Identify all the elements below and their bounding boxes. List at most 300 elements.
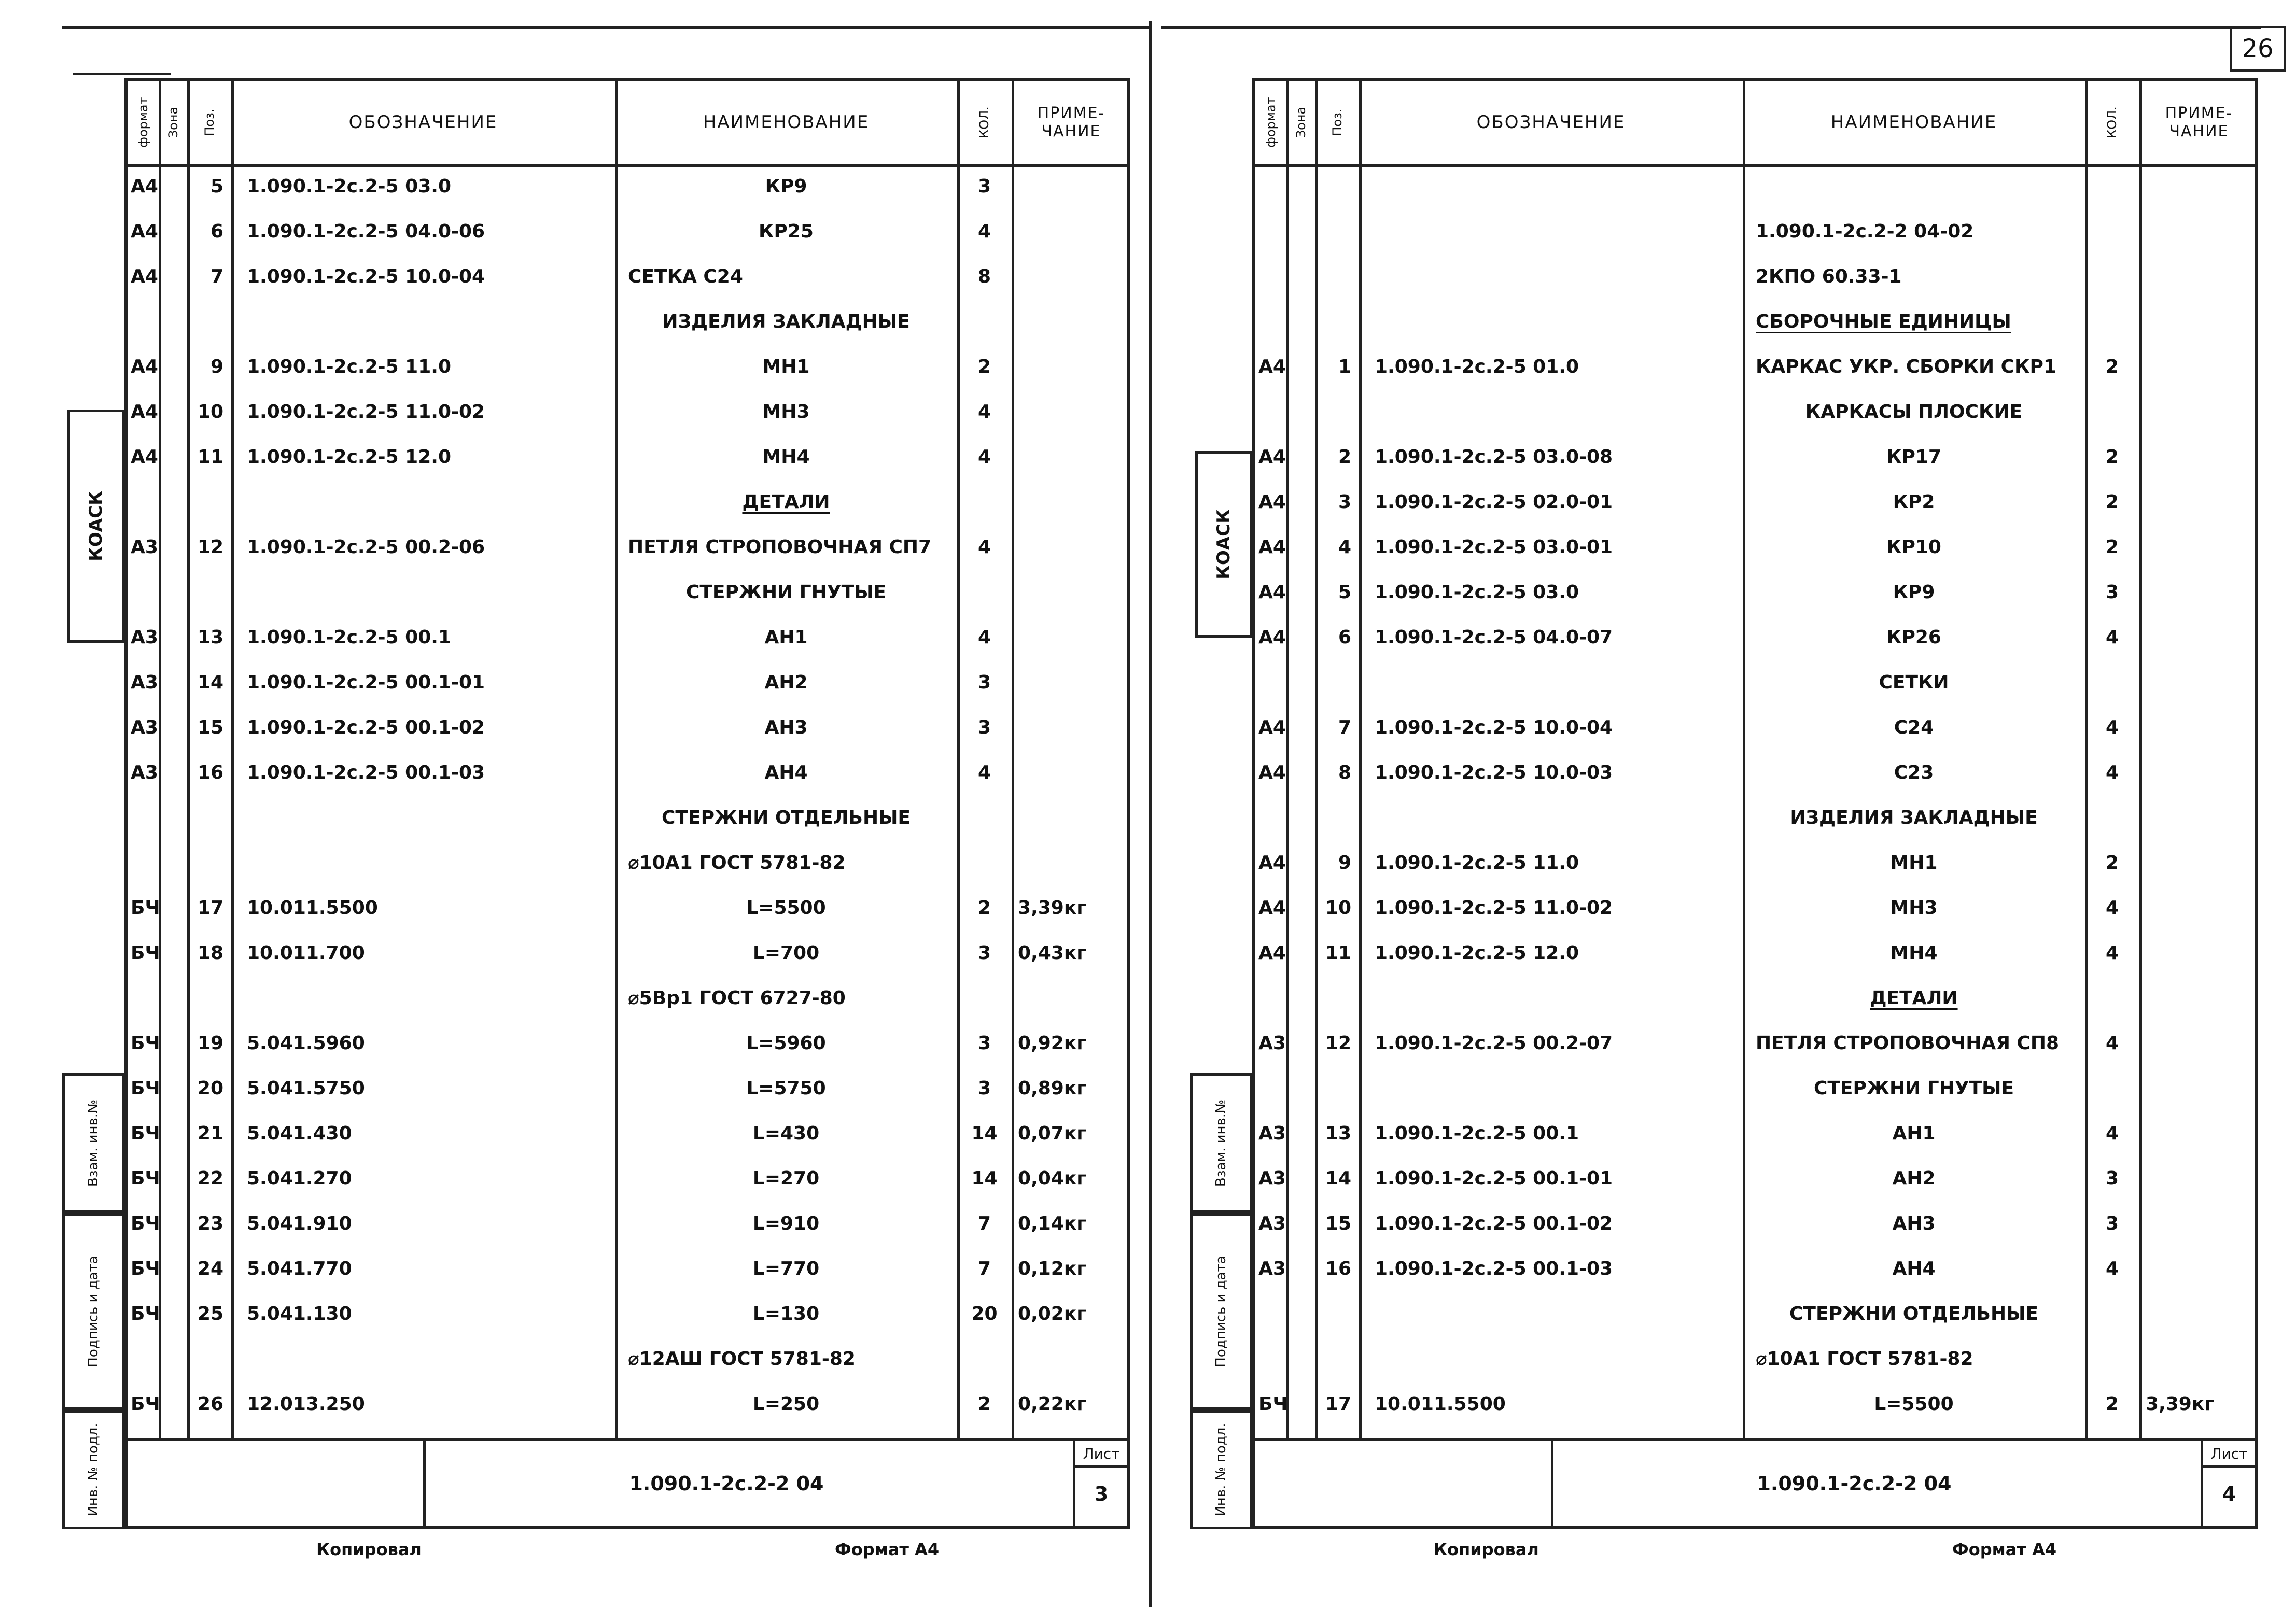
cell-qty	[2085, 299, 2139, 344]
cell-note	[2139, 1336, 2260, 1381]
cell-pos: 26	[197, 1393, 223, 1415]
cell-name: КАРКАС УКР. СБОРКИ СКР1	[1756, 356, 2056, 377]
table-row	[128, 570, 1127, 615]
cell-format: А4	[131, 221, 158, 242]
cell-note	[2139, 344, 2260, 389]
header-pos: Поз.	[1330, 108, 1345, 136]
cell-name: СЕТКИ	[1879, 672, 1949, 693]
table-row	[1255, 570, 2255, 615]
cell-pos: 9	[1338, 852, 1351, 873]
cell-qty	[2085, 795, 2139, 840]
top-border-left	[62, 26, 1151, 29]
cell-name: L=5960	[746, 1033, 826, 1054]
cell-designation: 1.090.1-2с.2-5 04.0-06	[247, 221, 485, 242]
cell-pos: 22	[197, 1168, 223, 1189]
cell-pos: 10	[1325, 897, 1351, 919]
cell-qty: 3	[2105, 1168, 2119, 1189]
title-block-right	[1252, 1441, 2258, 1529]
table-row	[1255, 795, 2255, 840]
cell-note	[2139, 1066, 2260, 1111]
cell-note	[1012, 976, 1132, 1021]
cell-format: А3	[131, 717, 158, 738]
cell-name: АН1	[1892, 1123, 1936, 1144]
vzam-box	[1190, 1073, 1252, 1213]
cell-note	[1012, 344, 1132, 389]
cell-qty	[957, 570, 1012, 615]
cell-name: С23	[1894, 762, 1934, 783]
vzam-label: Взам. инв.№	[1213, 1099, 1229, 1187]
cell-pos	[1320, 164, 1351, 209]
cell-pos	[1320, 976, 1351, 1021]
cell-pos: 12	[1325, 1033, 1351, 1054]
cell-qty: 7	[977, 1258, 991, 1279]
cell-note	[2139, 1111, 2260, 1156]
cell-pos: 7	[210, 266, 223, 287]
table-row	[128, 299, 1127, 344]
cell-note: 0,07кг	[1018, 1123, 1087, 1144]
header-pos: Поз.	[202, 108, 217, 136]
header-zone: Зона	[1294, 106, 1308, 138]
cell-name: L=250	[752, 1393, 820, 1415]
cell-pos	[192, 479, 223, 525]
cell-designation: 1.090.1-2с.2-5 00.1-01	[1375, 1168, 1613, 1189]
cell-designation: 10.011.5500	[1375, 1393, 1506, 1415]
cell-note	[2139, 1246, 2260, 1291]
cell-designation: 1.090.1-2с.2-5 00.1	[1375, 1123, 1579, 1144]
cell-qty	[2085, 164, 2139, 209]
cell-format: БЧ	[131, 1078, 160, 1099]
cell-qty	[957, 840, 1012, 885]
cell-name: ИЗДЕЛИЯ ЗАКЛАДНЫЕ	[662, 311, 910, 332]
table-row	[128, 1156, 1127, 1201]
inv-box	[1190, 1410, 1252, 1529]
cell-note: 0,43кг	[1018, 942, 1087, 964]
cell-note: 0,89кг	[1018, 1078, 1087, 1099]
cell-format: А4	[131, 266, 158, 287]
cell-note	[2139, 254, 2260, 299]
cell-name: L=5500	[1874, 1393, 1954, 1415]
cell-pos	[192, 570, 223, 615]
table-row	[128, 479, 1127, 525]
cell-designation	[1359, 1336, 1743, 1381]
cell-name: ИЗДЕЛИЯ ЗАКЛАДНЫЕ	[1790, 807, 2038, 828]
cell-pos: 16	[1325, 1258, 1351, 1279]
cell-format: А4	[1258, 582, 1286, 603]
cell-pos: 11	[197, 446, 223, 468]
cell-qty	[2085, 1336, 2139, 1381]
table-row	[128, 1336, 1127, 1381]
cell-pos: 17	[1325, 1393, 1351, 1415]
cell-name: КР2	[1893, 491, 1935, 513]
table-row	[128, 525, 1127, 570]
cell-pos: 1	[1338, 356, 1351, 377]
header-note: ПРИМЕ- ЧАНИЕ	[1037, 104, 1105, 140]
cell-pos: 24	[197, 1258, 223, 1279]
format-label: Формат А4	[835, 1540, 940, 1559]
cell-note	[2139, 209, 2260, 254]
cell-designation: 1.090.1-2с.2-5 03.0-08	[1375, 446, 1613, 468]
sheet-number: 4	[2222, 1483, 2236, 1505]
table-row	[128, 795, 1127, 840]
cell-pos: 6	[1338, 627, 1351, 648]
table-row	[1255, 705, 2255, 750]
table-row	[128, 885, 1127, 930]
cell-name: ⌀12АШ ГОСТ 5781-82	[628, 1348, 856, 1370]
cell-designation: 1.090.1-2с.2-5 03.0	[247, 176, 451, 197]
cell-note	[1012, 434, 1132, 479]
cell-designation: 1.090.1-2с.2-5 10.0-03	[1375, 762, 1613, 783]
cell-qty: 2	[977, 897, 991, 919]
title-block-left	[124, 1441, 1130, 1529]
cell-pos	[1320, 389, 1351, 434]
table-row	[1255, 660, 2255, 705]
cell-format: БЧ	[131, 942, 160, 964]
cell-pos: 4	[1338, 537, 1351, 558]
table-row	[128, 840, 1127, 885]
cell-qty: 4	[2105, 1123, 2119, 1144]
cell-qty	[2085, 1291, 2139, 1336]
cell-designation: 10.011.5500	[247, 897, 378, 919]
cell-name: СТЕРЖНИ ОТДЕЛЬНЫЕ	[662, 807, 911, 828]
sheet-label: Лист	[1075, 1445, 1127, 1468]
cell-qty: 3	[2105, 1213, 2119, 1234]
vzam-box	[62, 1073, 124, 1213]
cell-format: А4	[1258, 942, 1286, 964]
cell-designation: 1.090.1-2с.2-5 02.0-01	[1375, 491, 1613, 513]
cell-designation: 1.090.1-2с.2-5 00.1	[247, 627, 451, 648]
cell-note	[2139, 1201, 2260, 1246]
header-designation: ОБОЗНАЧЕНИЕ	[1476, 112, 1626, 133]
cell-designation: 5.041.910	[247, 1213, 352, 1234]
cell-qty	[957, 479, 1012, 525]
cell-designation: 5.041.270	[247, 1168, 352, 1189]
cell-pos: 3	[1338, 491, 1351, 513]
table-row	[1255, 976, 2255, 1021]
cell-qty	[2085, 209, 2139, 254]
cell-note	[1012, 479, 1132, 525]
podpis-label: Подпись и дата	[1213, 1256, 1229, 1367]
cell-note: 0,14кг	[1018, 1213, 1087, 1234]
table-row	[128, 1021, 1127, 1066]
cell-format: А4	[1258, 897, 1286, 919]
cell-format: А4	[1258, 356, 1286, 377]
cell-designation: 1.090.1-2с.2-5 00.2-06	[247, 537, 485, 558]
cell-note	[2139, 479, 2260, 525]
copied-label: Копировал	[1434, 1540, 1539, 1559]
cell-designation: 5.041.770	[247, 1258, 352, 1279]
cell-designation: 1.090.1-2с.2-5 10.0-04	[1375, 717, 1613, 738]
cell-format: А4	[1258, 852, 1286, 873]
cell-format: А3	[1258, 1168, 1286, 1189]
cell-format: А3	[1258, 1123, 1286, 1144]
top-dash	[73, 73, 171, 75]
cell-pos: 19	[197, 1033, 223, 1054]
cell-note	[1012, 1336, 1132, 1381]
cell-format: БЧ	[131, 1168, 160, 1189]
cell-name: L=270	[752, 1168, 820, 1189]
cell-qty: 4	[2105, 1258, 2119, 1279]
cell-note	[2139, 1021, 2260, 1066]
cell-designation	[1359, 976, 1743, 1021]
cell-designation	[1359, 1066, 1743, 1111]
cell-designation	[231, 479, 615, 525]
cell-qty: 8	[977, 266, 991, 287]
cell-note	[2139, 615, 2260, 660]
cell-qty: 4	[2105, 942, 2119, 964]
table-row	[1255, 615, 2255, 660]
cell-designation	[231, 570, 615, 615]
title-code: 1.090.1-2с.2-2 04	[1551, 1441, 2155, 1526]
cell-note	[2139, 570, 2260, 615]
cell-format: А3	[131, 762, 158, 783]
cell-qty: 3	[977, 1078, 991, 1099]
cell-pos: 14	[1325, 1168, 1351, 1189]
table-row	[1255, 434, 2255, 479]
cell-name: МН3	[1890, 897, 1938, 919]
table-row	[1255, 840, 2255, 885]
header-name: НАИМЕНОВАНИЕ	[703, 112, 870, 133]
cell-pos	[192, 1336, 223, 1381]
cell-note	[1012, 254, 1132, 299]
cell-designation: 1.090.1-2с.2-5 04.0-07	[1375, 627, 1613, 648]
table-row	[128, 1111, 1127, 1156]
cell-qty: 14	[971, 1123, 998, 1144]
cell-format: А4	[131, 356, 158, 377]
cell-pos: 5	[210, 176, 223, 197]
cell-format: А3	[131, 672, 158, 693]
koask-box	[67, 410, 124, 643]
cell-name: КАРКАСЫ ПЛОСКИЕ	[1805, 401, 2023, 422]
vzam-label: Взам. инв.№	[86, 1099, 101, 1187]
table-row	[1255, 389, 2255, 434]
cell-name: МН1	[762, 356, 810, 377]
table-row	[128, 434, 1127, 479]
cell-qty: 4	[977, 401, 991, 422]
cell-name: АН3	[764, 717, 808, 738]
cell-designation: 1.090.1-2с.2-5 00.1-03	[247, 762, 485, 783]
table-row	[128, 976, 1127, 1021]
cell-note	[2139, 705, 2260, 750]
cell-name: ⌀10А1 ГОСТ 5781-82	[1756, 1348, 1973, 1370]
table-row	[128, 1201, 1127, 1246]
table-row	[128, 254, 1127, 299]
cell-designation	[1359, 389, 1743, 434]
cell-format: А4	[1258, 537, 1286, 558]
cell-note	[2139, 525, 2260, 570]
cell-format: А3	[1258, 1213, 1286, 1234]
sheet-number: 3	[1094, 1483, 1109, 1505]
koask-label: КОАСК	[1213, 509, 1234, 580]
cell-pos: 16	[197, 762, 223, 783]
cell-format: А4	[1258, 446, 1286, 468]
cell-designation: 5.041.5750	[247, 1078, 365, 1099]
table-row	[1255, 299, 2255, 344]
header-zone: Зона	[166, 106, 180, 138]
format-label: Формат А4	[1952, 1540, 2057, 1559]
cell-designation	[231, 1336, 615, 1381]
cell-name: 2КПО 60.33-1	[1756, 266, 1902, 287]
inv-label: Инв. № подл.	[86, 1423, 101, 1516]
cell-qty: 3	[2105, 582, 2119, 603]
sheet-label: Лист	[2203, 1445, 2255, 1468]
right-strip	[1190, 78, 1255, 1529]
cell-designation: 5.041.130	[247, 1303, 352, 1324]
table-row	[1255, 479, 2255, 525]
cell-designation: 12.013.250	[247, 1393, 365, 1415]
cell-format: А3	[1258, 1033, 1286, 1054]
cell-qty: 2	[2105, 1393, 2119, 1415]
table-row	[128, 1066, 1127, 1111]
cell-qty: 7	[977, 1213, 991, 1234]
cell-note	[1012, 209, 1132, 254]
cell-qty: 2	[977, 1393, 991, 1415]
cell-qty: 2	[2105, 537, 2119, 558]
table-row	[1255, 1246, 2255, 1291]
sheet-number-box	[2201, 1441, 2255, 1526]
cell-note	[2139, 930, 2260, 976]
cell-name: СБОРОЧНЫЕ ЕДИНИЦЫ	[1756, 311, 2011, 332]
cell-qty: 3	[977, 176, 991, 197]
cell-designation	[1359, 660, 1743, 705]
cell-designation: 1.090.1-2с.2-5 03.0-01	[1375, 537, 1613, 558]
sheet-left	[62, 78, 1130, 1559]
cell-qty	[2085, 1066, 2139, 1111]
table-row	[1255, 1336, 2255, 1381]
cell-qty: 3	[977, 942, 991, 964]
cell-name: СТЕРЖНИ ГНУТЫЕ	[1813, 1078, 2014, 1099]
cell-format: А4	[1258, 717, 1286, 738]
cell-pos	[1320, 299, 1351, 344]
table-row	[128, 930, 1127, 976]
cell-qty: 4	[2105, 762, 2119, 783]
table-row	[128, 705, 1127, 750]
cell-pos: 9	[210, 356, 223, 377]
cell-note: 0,92кг	[1018, 1033, 1087, 1054]
table-row	[128, 164, 1127, 209]
cell-name: ⌀5Вр1 ГОСТ 6727-80	[628, 988, 846, 1009]
cell-qty: 2	[2105, 446, 2119, 468]
koask-box	[1195, 451, 1252, 638]
top-border-right	[1161, 26, 2261, 29]
cell-note: 0,02кг	[1018, 1303, 1087, 1324]
cell-note	[1012, 705, 1132, 750]
cell-name: КР9	[1893, 582, 1935, 603]
cell-qty: 2	[2105, 356, 2119, 377]
inv-box	[62, 1410, 124, 1529]
cell-qty: 4	[2105, 1033, 2119, 1054]
cell-designation	[231, 299, 615, 344]
cell-name: 1.090.1-2с.2-2 04-02	[1756, 221, 1974, 242]
cell-qty	[2085, 660, 2139, 705]
cell-format: А4	[131, 176, 158, 197]
cell-name: АН3	[1892, 1213, 1936, 1234]
cell-qty	[957, 976, 1012, 1021]
cell-designation: 1.090.1-2с.2-5 12.0	[247, 446, 451, 468]
cell-note: 3,39кг	[1018, 897, 1087, 919]
cell-name: АН2	[1892, 1168, 1936, 1189]
cell-qty: 4	[977, 627, 991, 648]
spec-table-right	[1252, 78, 2258, 1441]
cell-qty: 4	[977, 537, 991, 558]
cell-name: КР25	[759, 221, 814, 242]
cell-name: АН4	[764, 762, 808, 783]
table-row	[1255, 209, 2255, 254]
cell-qty: 20	[971, 1303, 998, 1324]
cell-qty	[2085, 389, 2139, 434]
cell-format: БЧ	[1258, 1393, 1288, 1415]
table-header	[1255, 81, 2255, 167]
cell-name: АН2	[764, 672, 808, 693]
cell-note	[2139, 164, 2260, 209]
table-row	[1255, 1066, 2255, 1111]
cell-designation: 1.090.1-2с.2-5 00.1-02	[247, 717, 485, 738]
cell-format: БЧ	[131, 1303, 160, 1324]
table-row	[128, 1291, 1127, 1336]
cell-pos: 21	[197, 1123, 223, 1144]
cell-name: СТЕРЖНИ ОТДЕЛЬНЫЕ	[1789, 1303, 2038, 1324]
podpis-box	[62, 1213, 124, 1410]
cell-name: L=430	[752, 1123, 820, 1144]
cell-name: ПЕТЛЯ СТРОПОВОЧНАЯ СП8	[1756, 1033, 2060, 1054]
cell-pos: 8	[1338, 762, 1351, 783]
cell-pos: 12	[197, 537, 223, 558]
cell-pos	[192, 299, 223, 344]
cell-qty: 2	[2105, 852, 2119, 873]
cell-format: А4	[1258, 491, 1286, 513]
cell-format: А3	[131, 627, 158, 648]
cell-note	[2139, 795, 2260, 840]
cell-name: СТЕРЖНИ ГНУТЫЕ	[685, 582, 887, 603]
cell-designation: 1.090.1-2с.2-5 01.0	[1375, 356, 1579, 377]
header-format: формат	[1264, 97, 1278, 148]
cell-pos	[1320, 1336, 1351, 1381]
cell-note	[2139, 1156, 2260, 1201]
cell-pos: 15	[1325, 1213, 1351, 1234]
cell-format: А3	[1258, 1258, 1286, 1279]
sheet-right	[1190, 78, 2258, 1559]
cell-designation: 1.090.1-2с.2-5 00.2-07	[1375, 1033, 1613, 1054]
cell-designation	[231, 795, 615, 840]
cell-note	[2139, 1291, 2260, 1336]
cell-designation	[1359, 1291, 1743, 1336]
cell-designation: 1.090.1-2с.2-5 11.0	[247, 356, 451, 377]
cell-format: А4	[131, 401, 158, 422]
cell-note: 0,12кг	[1018, 1258, 1087, 1279]
cell-name: L=130	[752, 1303, 820, 1324]
cell-pos	[1320, 254, 1351, 299]
cell-designation: 1.090.1-2с.2-5 11.0-02	[1375, 897, 1613, 919]
cell-note	[2139, 389, 2260, 434]
cell-pos: 14	[197, 672, 223, 693]
title-code: 1.090.1-2с.2-2 04	[423, 1441, 1027, 1526]
cell-designation: 1.090.1-2с.2-5 00.1-02	[1375, 1213, 1613, 1234]
cell-designation: 1.090.1-2с.2-5 12.0	[1375, 942, 1579, 964]
cell-qty: 2	[977, 356, 991, 377]
cell-note	[2139, 840, 2260, 885]
cell-pos: 23	[197, 1213, 223, 1234]
cell-qty: 4	[977, 762, 991, 783]
cell-note	[2139, 750, 2260, 795]
cell-pos: 17	[197, 897, 223, 919]
cell-name: ДЕТАЛИ	[1870, 988, 1958, 1009]
cell-name: АН4	[1892, 1258, 1936, 1279]
table-row	[128, 209, 1127, 254]
cell-qty: 3	[977, 1033, 991, 1054]
cell-pos: 6	[210, 221, 223, 242]
cell-designation: 1.090.1-2с.2-5 11.0	[1375, 852, 1579, 873]
table-row	[1255, 164, 2255, 209]
cell-format: БЧ	[131, 1123, 160, 1144]
